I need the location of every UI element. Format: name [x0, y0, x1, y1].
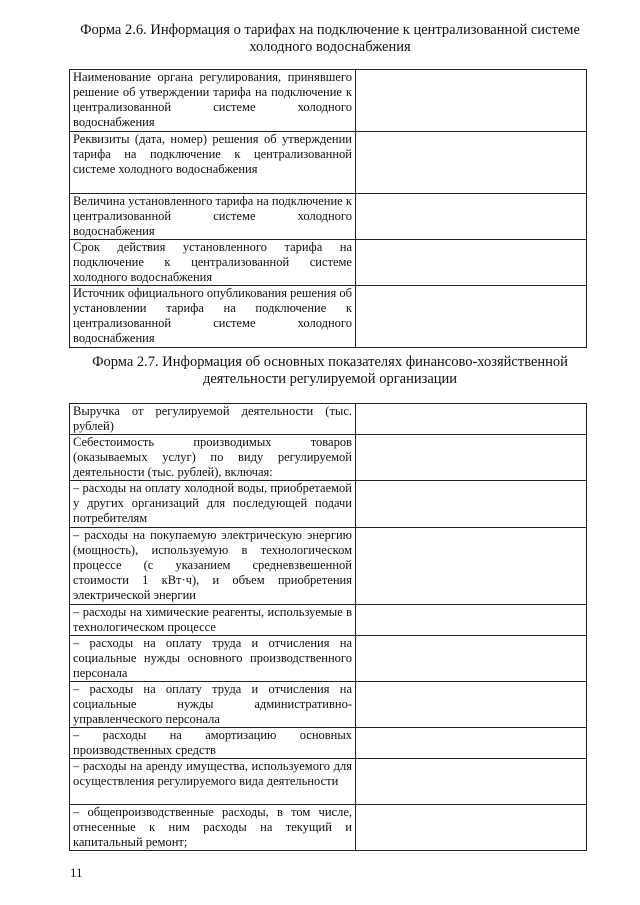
table-row [70, 70, 587, 132]
row-value-cell[interactable] [356, 481, 587, 528]
form-2-7-table [69, 403, 587, 851]
table-row [70, 605, 587, 636]
row-label: – расходы на оплату труда и отчисления на социальные нужды основного производственного персонала [70, 636, 356, 682]
row-label: – расходы на оплату холодной воды, приобретаемой у других организаций для последующей подачи потребителям [70, 481, 356, 528]
table-row [70, 194, 587, 240]
row-label: Наименование органа регулирования, принявшего решение об утверждении тарифа на подключение к централизованной системе холодного водоснабжения [70, 70, 356, 132]
table-row [70, 404, 587, 435]
table-row [70, 805, 587, 851]
row-value-cell[interactable] [356, 404, 587, 435]
form-2-6-table [69, 69, 587, 348]
table-row [70, 682, 587, 728]
row-value-cell[interactable] [356, 636, 587, 682]
row-value-cell[interactable] [356, 759, 587, 805]
row-label: Величина установленного тарифа на подключение к централизованной системе холодного водоснабжения [70, 194, 356, 240]
row-label: – расходы на аренду имущества, используемого для осуществления регулируемого вида деятельности [70, 759, 356, 805]
row-label: – общепроизводственные расходы, в том числе, отнесенные к ним расходы на текущий и капитальный ремонт; [70, 805, 356, 851]
row-label: Реквизиты (дата, номер) решения об утверждении тарифа на подключение к централизованной системе холодного водоснабжения [70, 132, 356, 194]
row-value-cell[interactable] [356, 682, 587, 728]
row-label: Срок действия установленного тарифа на подключение к централизованной системе холодного водоснабжения [70, 240, 356, 286]
row-label: – расходы на амортизацию основных производственных средств [70, 728, 356, 759]
row-value-cell[interactable] [356, 240, 587, 286]
row-value-cell[interactable] [356, 728, 587, 759]
table-row [70, 759, 587, 805]
form-2-7-title: Форма 2.7. Информация об основных показателях финансово-хозяйственной деятельности регулируемой организации [92, 354, 568, 387]
row-value-cell[interactable] [356, 435, 587, 481]
row-value-cell[interactable] [356, 70, 587, 132]
row-value-cell[interactable] [356, 605, 587, 636]
table-row [70, 528, 587, 605]
table-row [70, 132, 587, 194]
row-label: Источник официального опубликования решения об установлении тарифа на подключение к централизованной системе холодного водоснабжения [70, 286, 356, 348]
page-number: 11 [70, 865, 83, 880]
row-label: – расходы на химические реагенты, используемые в технологическом процессе [70, 605, 356, 636]
table-row [70, 286, 587, 348]
form-2-6-title: Форма 2.6. Информация о тарифах на подключение к централизованной системе холодного водоснабжения [80, 22, 580, 55]
table-row [70, 481, 587, 528]
row-value-cell[interactable] [356, 528, 587, 605]
table-row [70, 636, 587, 682]
row-value-cell[interactable] [356, 132, 587, 194]
table-row [70, 435, 587, 481]
row-value-cell[interactable] [356, 286, 587, 348]
row-label: Выручка от регулируемой деятельности (тыс. рублей) [70, 404, 356, 435]
row-label: – расходы на оплату труда и отчисления на социальные нужды административно-управленческого персонала [70, 682, 356, 728]
table-row [70, 240, 587, 286]
row-label: – расходы на покупаемую электрическую энергию (мощность), используемую в технологическом процессе (с указанием средневзвешенной стоимости 1 кВт·ч), и объем приобретения электрической энергии [70, 528, 356, 605]
table-row [70, 728, 587, 759]
row-value-cell[interactable] [356, 194, 587, 240]
row-value-cell[interactable] [356, 805, 587, 851]
row-label: Себестоимость производимых товаров (оказываемых услуг) по виду регулируемой деятельности (тыс. рублей), включая: [70, 435, 356, 481]
